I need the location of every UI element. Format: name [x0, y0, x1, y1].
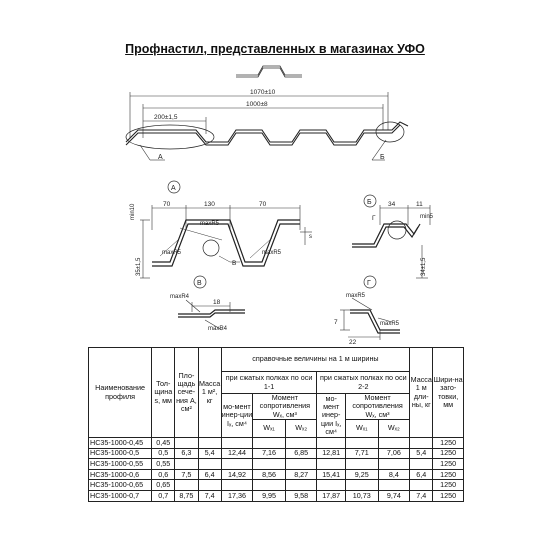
table-cell: 8,4 — [378, 469, 410, 480]
table-cell: 0,7 — [152, 490, 175, 501]
table-cell: 1250 — [433, 448, 464, 459]
detail-g — [334, 276, 400, 345]
table-cell — [317, 480, 345, 491]
table-cell: 8,75 — [175, 490, 198, 501]
profile-name-cell: НС35-1000-0,65 — [89, 480, 152, 491]
table-cell — [410, 480, 433, 491]
detail-a-maxr5-mid: maxR5 — [162, 250, 182, 256]
overall-width-label: 1070±10 — [250, 89, 276, 96]
table-cell: 8,56 — [253, 469, 286, 480]
callout-b: Б — [380, 154, 385, 161]
detail-g-marker: Г — [367, 280, 371, 287]
header-moment-22: Момент сопротивления Wₓ, см³ — [345, 394, 409, 420]
header-inertia-11: мо-мент инер-ции Iₓ, см⁴ — [221, 394, 253, 438]
table-cell — [253, 438, 286, 449]
table-cell: 12,44 — [221, 448, 253, 459]
table-cell — [345, 459, 378, 470]
table-cell — [221, 459, 253, 470]
table-cell — [410, 438, 433, 449]
table-cell: 7,16 — [253, 448, 286, 459]
header-wx2-b: Wₓ₂ — [378, 420, 410, 438]
table-cell — [221, 438, 253, 449]
table-cell — [410, 459, 433, 470]
table-cell: 17,36 — [221, 490, 253, 501]
table-row — [89, 480, 464, 491]
table-cell: 0,45 — [152, 438, 175, 449]
table-cell: 7,5 — [175, 469, 198, 480]
header-wx2-a: Wₓ₂ — [285, 420, 317, 438]
table-cell — [221, 480, 253, 491]
table-cell: 9,25 — [345, 469, 378, 480]
table-cell: 5,4 — [198, 448, 221, 459]
main-profile — [126, 122, 408, 149]
detail-a-maxr5-top: maxR5 — [200, 221, 220, 227]
detail-a-width130: 130 — [204, 201, 215, 208]
detail-g-width22: 22 — [349, 339, 357, 345]
table-cell: 7,06 — [378, 448, 410, 459]
table-cell: 1250 — [433, 438, 464, 449]
header-wx1-a: Wₓ₁ — [253, 420, 286, 438]
table-cell: 17,87 — [317, 490, 345, 501]
table-cell: 9,74 — [378, 490, 410, 501]
profile-name-cell: НС35-1000-0,7 — [89, 490, 152, 501]
table-cell: 1250 — [433, 490, 464, 501]
header-mass-m: Масса 1 м дли-ны, кг — [410, 348, 433, 438]
table-cell: 8,27 — [285, 469, 317, 480]
table-cell: 10,73 — [345, 490, 378, 501]
header-area: Пло-щадь сече-ния A, см² — [175, 348, 198, 438]
detail-v-marker: В — [197, 280, 202, 287]
table-cell: 6,4 — [198, 469, 221, 480]
detail-a — [130, 181, 312, 278]
table-row — [89, 459, 464, 470]
detail-b-marker: Б — [367, 199, 372, 206]
table-cell: 0,5 — [152, 448, 175, 459]
table-cell: 5,4 — [410, 448, 433, 459]
table-cell — [253, 459, 286, 470]
table-cell — [175, 480, 198, 491]
detail-a-min10: min10 — [130, 203, 136, 220]
detail-b-height: 34±1,5 — [421, 257, 427, 276]
table-cell — [198, 438, 221, 449]
table-cell: 14,92 — [221, 469, 253, 480]
table-row — [89, 490, 464, 501]
detail-g-height7: 7 — [334, 319, 338, 326]
table-cell — [175, 459, 198, 470]
table-cell: 1250 — [433, 459, 464, 470]
table-cell: 9,58 — [285, 490, 317, 501]
detail-b-min5: min5 — [420, 214, 434, 220]
detail-a-width70-right: 70 — [259, 201, 267, 208]
table-body — [89, 438, 464, 502]
callout-a: А — [158, 154, 163, 161]
profile-name-cell: НС35-1000-0,5 — [89, 448, 152, 459]
table-cell — [345, 480, 378, 491]
table-cell — [198, 480, 221, 491]
header-axis-11: при сжатых полках по оси 1-1 — [221, 372, 317, 394]
table-cell: 7,4 — [198, 490, 221, 501]
detail-g-maxr5-bot: maxR5 — [380, 321, 400, 327]
detail-b — [352, 195, 434, 278]
table-row — [89, 448, 464, 459]
profile-name-cell: НС35-1000-0,55 — [89, 459, 152, 470]
table-cell — [285, 438, 317, 449]
profile-name-cell: НС35-1000-0,6 — [89, 469, 152, 480]
table-cell — [285, 459, 317, 470]
detail-v — [170, 276, 245, 332]
table-row — [89, 438, 464, 449]
header-wx1-b: Wₓ₁ — [345, 420, 378, 438]
table-cell: 6,3 — [175, 448, 198, 459]
header-inertia-22: мо-мент инер-ции Iₓ, см⁴ — [317, 394, 345, 438]
table-cell: 0,55 — [152, 459, 175, 470]
table-cell — [198, 459, 221, 470]
table-cell — [345, 438, 378, 449]
table-cell — [378, 480, 410, 491]
table-cell: 9,95 — [253, 490, 286, 501]
table-cell: 1250 — [433, 480, 464, 491]
working-width-label: 1000±8 — [246, 101, 268, 108]
detail-b-width34: 34 — [388, 201, 396, 208]
table-cell — [317, 438, 345, 449]
detail-v-width18: 18 — [213, 299, 221, 306]
table-row — [89, 469, 464, 480]
table-cell: 7,4 — [410, 490, 433, 501]
table-cell: 0,65 — [152, 480, 175, 491]
profile-thumbnail — [236, 66, 302, 77]
table-cell — [285, 480, 317, 491]
document-title: Профнастил, представленных в магазинах УФО — [125, 42, 425, 56]
header-axis-22: при сжатых полках по оси 2-2 — [317, 372, 410, 394]
table-cell — [175, 438, 198, 449]
pitch-label: 200±1,5 — [154, 114, 178, 121]
header-mass-m2: Масса 1 м², кг — [198, 348, 221, 438]
detail-a-width70-left: 70 — [163, 201, 171, 208]
detail-g-maxr5-top: maxR5 — [346, 293, 366, 299]
table-cell: 1250 — [433, 469, 464, 480]
table-cell: 6,85 — [285, 448, 317, 459]
detail-b-callout-g: Г — [372, 215, 376, 222]
detail-a-thickness: s — [309, 234, 312, 240]
detail-a-height: 35±1,5 — [136, 257, 142, 276]
detail-v-maxr4-bot: maxR4 — [208, 326, 228, 332]
table-cell — [317, 459, 345, 470]
specification-table — [88, 347, 464, 502]
header-name: Наименование профиля — [89, 348, 152, 438]
detail-b-width11: 11 — [416, 201, 423, 208]
table-cell — [378, 438, 410, 449]
table-cell: 12,81 — [317, 448, 345, 459]
table-cell: 0,6 — [152, 469, 175, 480]
table-cell — [253, 480, 286, 491]
table-cell: 6,4 — [410, 469, 433, 480]
header-blank-width: Шири-на заго-товки, мм — [433, 348, 464, 438]
table-cell — [378, 459, 410, 470]
header-thickness: Тол-щина s, мм — [152, 348, 175, 438]
detail-a-callout-v: В — [232, 260, 237, 267]
header-ref-values: справочные величины на 1 м ширины — [221, 348, 410, 372]
profile-name-cell: НС35-1000-0,45 — [89, 438, 152, 449]
table-cell: 7,71 — [345, 448, 378, 459]
detail-v-maxr4-top: maxR4 — [170, 294, 190, 300]
header-moment-11: Момент сопротивления Wₓ, см³ — [253, 394, 317, 420]
table-cell: 15,41 — [317, 469, 345, 480]
detail-a-maxr5-bot: maxR5 — [262, 250, 282, 256]
detail-a-marker: А — [171, 185, 176, 192]
